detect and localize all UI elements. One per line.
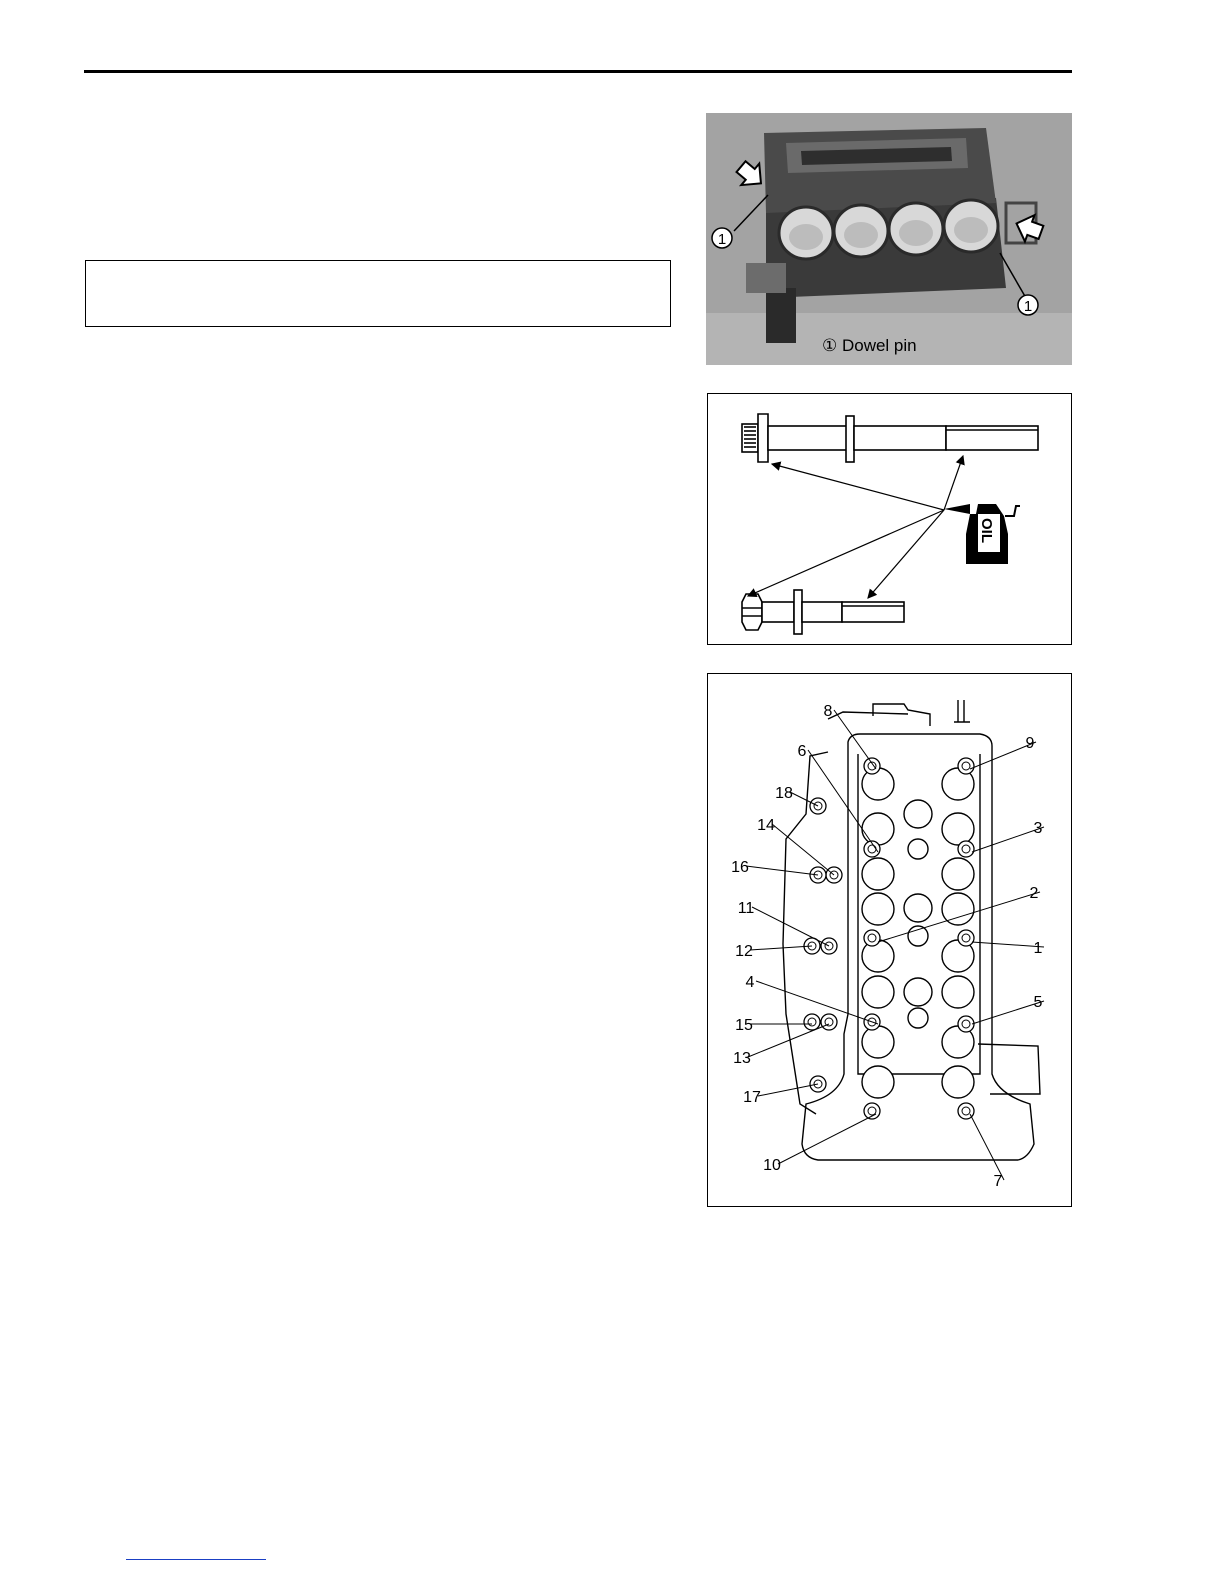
bolt-number-label: 10 [763,1157,781,1174]
bolt-number-label: 18 [775,785,793,802]
bolt-number-label: 2 [1029,885,1039,902]
footer-link-underline [126,1559,266,1560]
oil-application-figure [707,393,1072,645]
bolt-number-label: 9 [1025,735,1035,752]
dowel-pin-photo [706,113,1072,365]
bolt-oil-drawing [708,394,1070,643]
bolt-number-label: 14 [757,817,775,834]
svg-text:1: 1 [717,231,727,248]
photo-caption: ① Dowel pin [822,336,917,355]
bolt-number-label: 8 [823,703,833,720]
bolt-number-label: 12 [735,943,753,960]
bolt-number-label: 16 [731,859,749,876]
bolt-number-label: 6 [797,743,807,760]
bolt-number-label: 13 [733,1050,751,1067]
cylinder-head-drawing [708,674,1070,1205]
bolt-number-label: 5 [1033,994,1043,1011]
oil-can-label: OIL [978,518,995,543]
oil-can-icon [944,504,1020,564]
bolt-number-label: 4 [745,974,755,991]
note-box [85,260,671,327]
engine-photo-drawing [706,113,1072,365]
bolt-number-label: 7 [993,1173,1003,1190]
bolt-number-label: 15 [735,1017,753,1034]
bolt-number-label: 17 [743,1089,761,1106]
bolt-number-label: 11 [737,900,755,917]
header-rule [84,70,1072,73]
short-bolt-drawing [742,590,904,634]
callout-marker-left [712,228,732,248]
svg-text:1: 1 [1023,298,1033,315]
bolt-number-label: 1 [1033,940,1043,957]
tightening-sequence-figure [707,673,1072,1207]
bolt-number-label: 3 [1033,820,1043,837]
long-bolt-drawing [742,414,1038,462]
callout-marker-right [1018,295,1038,315]
